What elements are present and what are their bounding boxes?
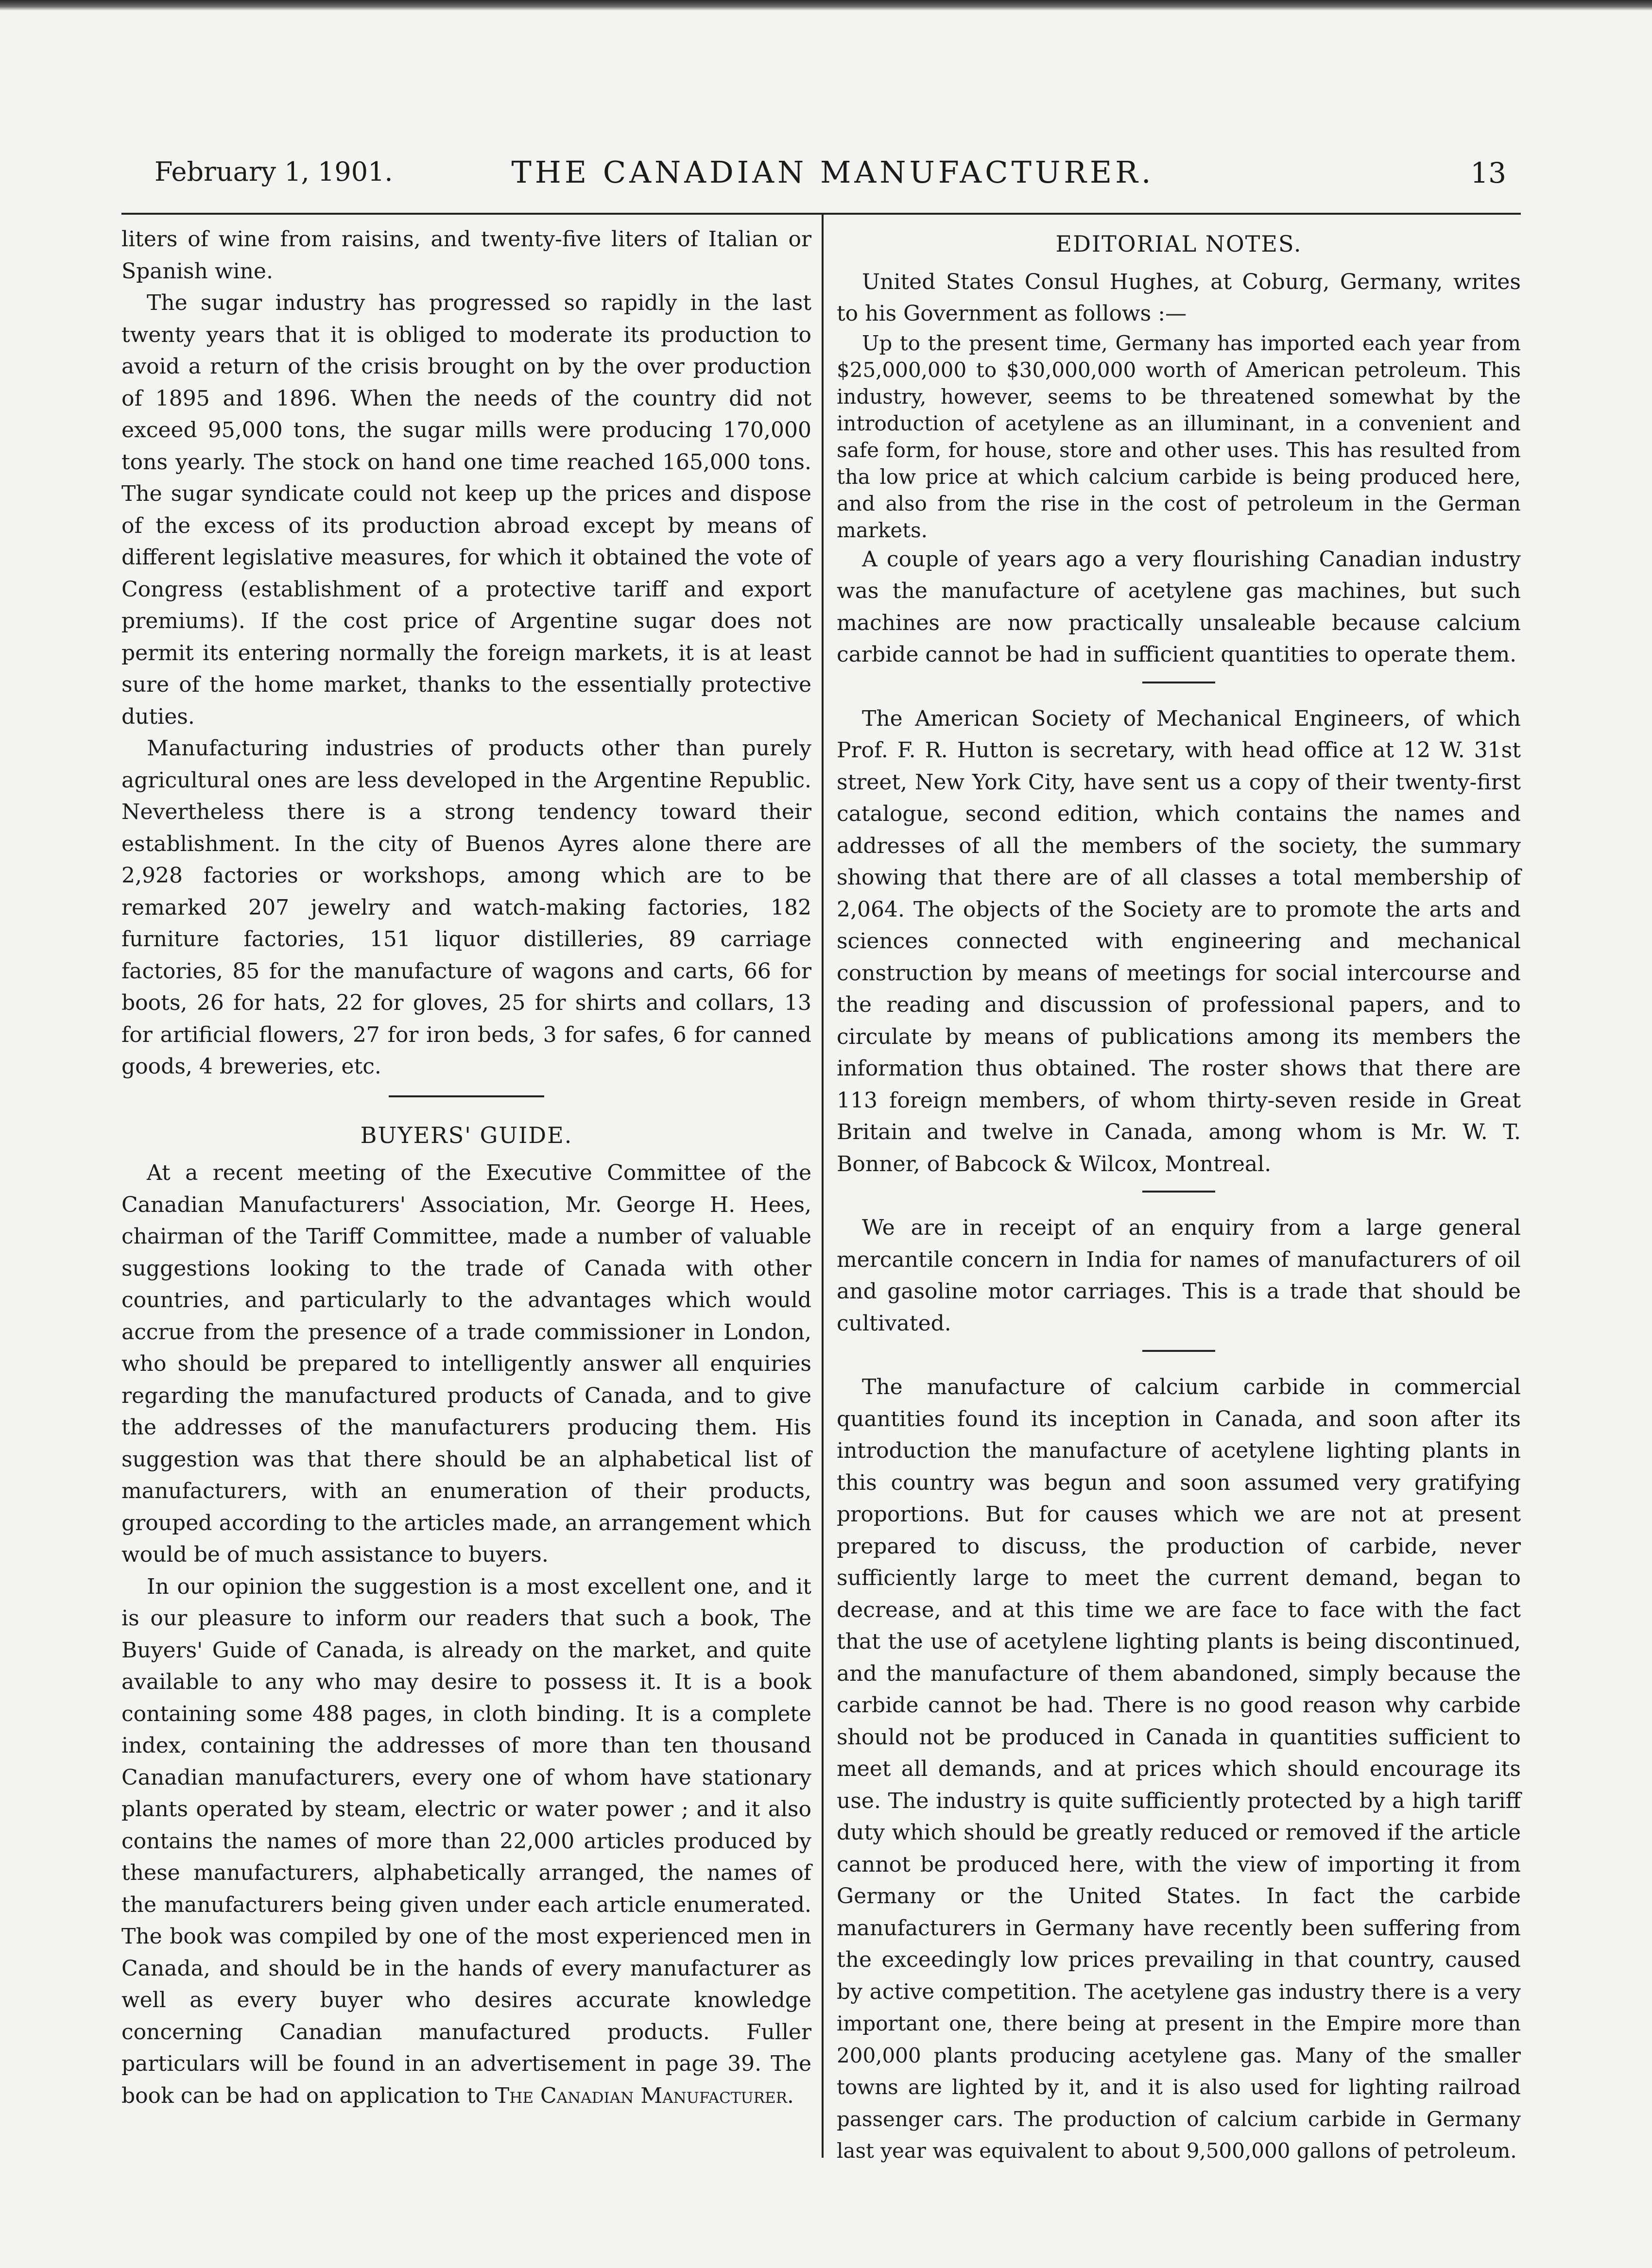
article-paragraph: Manufacturing industries of products other than purely agricultural ones are less developed in the Argentine Republic. Nevertheless there is a strong tendency toward their establishment. In the city of Buenos Ayres alone there are 2,928 factories or workshops, among which are to be remarked 207 jewelry and watch-making factories, 182 furniture factories, 151 liquor distilleries, 89 carriage factories, 85 for the manufacture of wagons and carts, 66 for boots, 26 for hats, 22 for gloves, 25 for shirts and collars, 13 for artificial flowers, 27 for iron beds, 3 for safes, 6 for canned goods, 4 breweries, etc. [121, 736, 811, 1079]
left-column [121, 223, 811, 2166]
article-paragraph: At a recent meeting of the Executive Committee of the Canadian Manufacturers' Association, Mr. George H. Hees, chairman of the Tariff Committee, made a number of valuable suggestions looking to the trade of Canada with other countries, and particularly to the advantages which would accrue from the presence of a trade commissioner in London, who should be prepared to intelligently answer all enquiries regarding the manufactured products of Canada, and to give the addresses of the manufacturers producing them. His suggestion was that there should be an alphabetical list of manufacturers, with an enumeration of their products, grouped according to the articles made, an arrangement which would be of much assistance to buyers. [121, 1160, 811, 1567]
article-paragraph: A couple of years ago a very flourishing Canadian industry was the manufacture of acetylene gas machines, but such machines are now practically unsaleable because calcium carbide cannot be had in sufficient quantities to operate them. [837, 546, 1521, 667]
article-paragraph: United States Consul Hughes, at Coburg, Germany, writes to his Government as follows :— [837, 269, 1521, 326]
article-paragraph: The sugar industry has progressed so rapidly in the last twenty years that it is obliged to moderate its production to avoid a return of the crisis brought on by the over production of 1895 and 1896. When the needs of the country did not exceed 95,000 tons, the sugar mills were producing 170,000 tons yearly. The stock on hand one time reached 165,000 tons. The sugar syndicate could not keep up the prices and dispose of the excess of its production abroad except by means of different legislative measures, for which it obtained the vote of Congress (establishment of a protective tariff and export premiums). If the cost price of Argentine sugar does not permit its entering normally the foreign markets, it is at least sure of the home market, thanks to the essentially protective duties. [121, 290, 811, 729]
paragraph-text: In our opinion the suggestion is a most excellent one, and it is our pleasure to inform our readers that such a book, The Buyers' Guide of Canada, is already on the market, and quite available to any who may desire to possess it. It is a book containing some 488 pages, in cloth binding. It is a complete index, containing the addresses of more than ten thousand Canadian manufacturers, every one of whom have stationary plants operated by steam, electric or water power ; and it also contains the names of more than 22,000 articles produced by these manufacturers, alphabetically arranged, the names of the manufacturers being given under each article enumerated. The book was compiled by one of the most experienced men in Canada, and should be in the hands of every manufacturer as well as every buyer who desires accurate knowledge concerning Canadian manufactured products. Fuller particulars will be found in an advertisement in page 39. The book can be had on application to [121, 1574, 811, 2108]
article-paragraph: The American Society of Mechanical Engineers, of which Prof. F. R. Hutton is secretary, with head office at 12 W. 31st street, New York City, have sent us a copy of their twenty-first catalogue, second edition, which contains the names and addresses of all the members of the society, the summary showing that there are of all classes a total membership of 2,064. The objects of the Society are to promote the arts and sciences connected with engineering and mechanical construction by means of meetings for social intercourse and the reading and discussion of professional papers, and to circulate by means of publications among its members the information thus obtained. The roster shows that there are 113 foreign members, of whom thirty-seven reside in Great Britain and twelve in Canada, among whom is Mr. W. T. Bonner, of Babcock & Wilcox, Montreal. [837, 706, 1521, 1177]
quoted-paragraph: Up to the present time, Germany has imported each year from $25,000,000 to $30,000,000 worth of American petroleum. This industry, however, seems to be threatened somewhat by the introduction of acetylene as an illuminant, in a convenient and safe form, for house, store and other uses. This has resulted from tha low price at which calcium carbide is being produced here, and also from the rise in the cost of petroleum in the German markets. [837, 331, 1521, 542]
header-rule [121, 213, 1521, 215]
note-separator [1142, 1191, 1215, 1193]
article-paragraph [121, 1571, 811, 2112]
scan-top-edge [0, 0, 1652, 11]
note-separator [1142, 1350, 1215, 1352]
article-paragraph [837, 1371, 1521, 2167]
right-column [837, 223, 1521, 2166]
article-paragraph: liters of wine from raisins, and twenty-five liters of Italian or Spanish wine. [121, 227, 811, 284]
article-paragraph: We are in receipt of an enquiry from a large general mercantile concern in India for names of manufacturers of oil and gasoline motor carriages. This is a trade that should be cultivated. [837, 1215, 1521, 1336]
section-separator [389, 1095, 544, 1097]
section-title-buyers-guide: BUYERS' GUIDE. [360, 1122, 573, 1148]
issue-date: February 1, 1901. [155, 156, 393, 187]
column-divider [822, 215, 824, 2158]
publication-masthead: THE CANADIAN MANUFACTURER. [511, 154, 1154, 190]
publication-name: The Canadian Manufacturer. [495, 2083, 794, 2108]
page-number: 13 [1470, 156, 1506, 189]
page-header [155, 156, 1511, 200]
paragraph-text: The manufacture of calcium carbide in commercial quantities found its inception in Canada, and soon after its introduction the manufacture of acetylene lighting plants in this country was begun and soon assumed very gratifying proportions. But for causes which we are not at present prepared to discuss, the production of carbide, never sufficiently large to meet the current demand, began to decrease, and at this time we are face to face with the fact that the use of acetylene lighting plants is being discontinued, and the manufacture of them abandoned, simply because the carbide cannot be had. There is no good reason why carbide should not be produced in Canada in quantities sufficient to meet all demands, and at prices which should encourage its use. The industry is quite sufficiently protected by a high tariff duty which should be greatly reduced or removed if the article cannot be produced here, with the view of importing it from Germany or the United States. In fact the carbide manufacturers in Germany have recently been suffering from the exceedingly low prices prevailing in that country, caused by active competition. [837, 1375, 1521, 2004]
section-title-editorial-notes: EDITORIAL NOTES. [1055, 231, 1302, 257]
paragraph-text: The acetylene gas industry there is a very important one, there being at present in the Empire more than 200,000 plants producing acetylene gas. Many of the smaller towns are lighted by it, and it is also used for lighting railroad passenger cars. The production of calcium carbide in Germany last year was equivalent to about 9,500,000 gallons of petroleum. [837, 1979, 1521, 2163]
note-separator [1142, 682, 1215, 683]
